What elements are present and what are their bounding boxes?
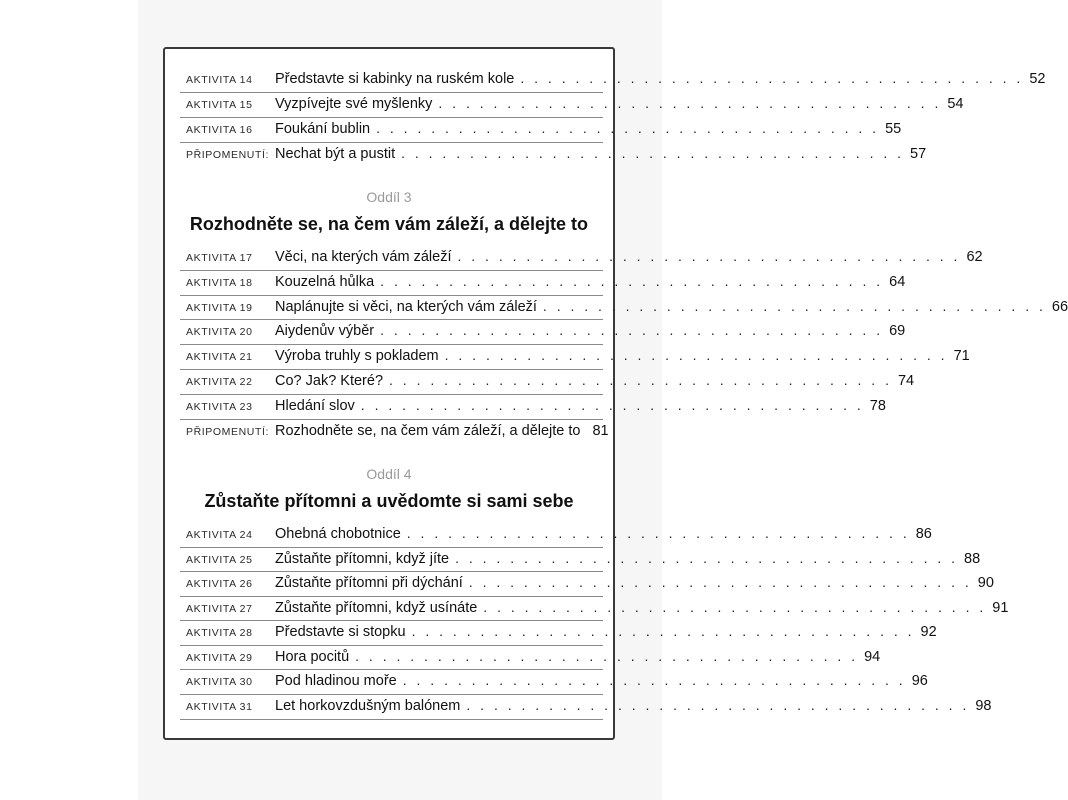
section-title: Rozhodněte se, na čem vám záleží, a dělejte to [189,214,589,234]
row-divider [180,719,603,720]
toc-entry [186,70,1046,92]
row-divider [180,571,603,572]
entry-title: Naplánujte si věci, na kterých vám záleží [275,299,537,315]
dot-leader: . . . . . . . . . . . . . . . . . . . . . . . . . . . . . . . . . . . . . [411,623,915,639]
dot-leader: . . . . . . . . . . . . . . . . . . . . . . . . . . . . . . . . . . . . . [455,550,959,566]
entry-prefix: AKTIVITA 15 [186,99,253,111]
toc-entry [186,672,928,694]
entry-prefix: AKTIVITA 25 [186,554,253,566]
toc-entry [186,599,1009,621]
entry-prefix: AKTIVITA 23 [186,401,253,413]
toc-entry [186,298,1068,320]
row-divider [180,92,603,93]
entry-title: Rozhodněte se, na čem vám záleží, a dělejte to [275,423,581,439]
entry-page-number: 90 [977,575,994,591]
row-divider [180,344,603,345]
entry-prefix: AKTIVITA 19 [186,302,253,314]
entry-title: Pod hladinou moře [275,673,397,689]
row-divider [180,142,603,143]
dot-leader: . . . . . . . . . . . . . . . . . . . . . . . . . . . . . . . . . . . . . [380,273,884,289]
entry-page-number: 91 [992,600,1009,616]
toc-entry [186,648,881,670]
entry-title: Aiydenův výběr [275,323,375,339]
entry-title: Vyzpívejte své myšlenky [275,96,433,112]
toc-entry [186,372,915,394]
row-divider [180,394,603,395]
dot-leader: . . . . . . . . . . . . . . . . . . . . . . . . . . . . . . . . . . . . . [402,672,906,688]
dot-leader: . . . . . . . . . . . . . . . . . . . . . . . . . . . . . . . . . . . . . [360,397,864,413]
section-label: Oddíl 4 [366,466,412,482]
row-divider [180,270,603,271]
dot-leader: . . . . . . . . . . . . . . . . . . . . . . . . . . . . . . . . . . . . . [376,120,880,136]
entry-prefix: AKTIVITA 17 [186,252,253,264]
entry-prefix: AKTIVITA 27 [186,603,253,615]
toc-entry [186,422,609,444]
entry-prefix: AKTIVITA 22 [186,376,253,388]
entry-page-number: 74 [897,373,915,389]
dot-leader: . . . . . . . . . . . . . . . . . . . . . . . . . . . . . . . . . . . . . [483,599,987,615]
entry-prefix: AKTIVITA 26 [186,578,253,590]
entry-prefix: AKTIVITA 20 [186,326,253,338]
toc-entry [186,397,886,419]
entry-title: Představte si stopku [275,624,406,640]
dot-leader: . . . . . . . . . . . . . . . . . . . . . . . . . . . . . . . . . . . . . [520,70,1024,86]
row-divider [180,694,603,695]
dot-leader: . . . . . . . . . . . . . . . . . . . . . . . . . . . . . . . . . . . . . [542,298,1046,314]
dot-leader: . . . . . . . . . . . . . . . . . . . . . . . . . . . . . . . . . . . . . [468,574,972,590]
entry-prefix: AKTIVITA 29 [186,652,253,664]
row-divider [180,369,603,370]
row-divider [180,669,603,670]
toc-entry [186,525,932,547]
section-label: Oddíl 3 [366,189,412,205]
row-divider [180,319,603,320]
section-title: Zůstaňte přítomni a uvědomte si sami sebe [204,491,574,511]
entry-page-number: 98 [975,698,992,714]
entry-prefix: AKTIVITA 14 [186,74,253,86]
row-divider [180,645,603,646]
row-divider [180,547,603,548]
row-divider [180,419,603,420]
row-divider [180,295,603,296]
entry-prefix: AKTIVITA 31 [186,701,253,713]
toc-entry [186,145,927,167]
entry-page-number: 86 [915,526,932,542]
toc-entry [186,550,981,572]
entry-title: Nechat být a pustit [275,146,396,162]
dot-leader: . . . . . . . . . . . . . . . . . . . . . . . . . . . . . . . . . . . . . [380,322,884,338]
entry-title: Ohebná chobotnice [275,526,401,542]
toc-entry [186,623,937,645]
entry-page-number: 88 [964,551,981,567]
dot-leader: . . . . . . . . . . . . . . . . . . . . . . . . . . . . . . . . . . . . . [444,347,948,363]
entry-title: Zůstaňte přítomni, když jíte [275,551,450,567]
entry-title: Hledání slov [275,398,355,414]
entry-page-number: 94 [864,649,881,665]
entry-page-number: 55 [885,121,902,137]
toc-entry [186,95,964,117]
entry-page-number: 78 [869,398,886,414]
dot-leader: . . . . . . . . . . . . . . . . . . . . . . . . . . . . . . . . . . . . . [466,697,970,713]
entry-title: Představte si kabinky na ruském kole [275,71,515,87]
toc-entry [186,120,902,142]
entry-page-number: 69 [889,323,906,339]
entry-page-number: 57 [910,146,927,162]
entry-prefix: PŘIPOMENUTÍ: [186,149,270,161]
entry-prefix: AKTIVITA 18 [186,277,253,289]
entry-title: Věci, na kterých vám záleží [275,249,452,265]
entry-title: Výroba truhly s pokladem [275,348,439,364]
entry-page-number: 54 [947,96,964,112]
entry-title: Hora pocitů [275,649,350,665]
entry-page-number: 81 [592,423,609,439]
entry-title: Kouzelná hůlka [275,274,375,290]
entry-title: Zůstaňte přítomni, když usínáte [275,600,478,616]
toc-entry [186,248,983,270]
entry-title: Let horkovzdušným balónem [275,698,461,714]
dot-leader: . . . . . . . . . . . . . . . . . . . . . . . . . . . . . . . . . . . . . [438,95,942,111]
toc-entry [186,574,994,596]
dot-leader: . . . . . . . . . . . . . . . . . . . . . . . . . . . . . . . . . . . . . [457,248,961,264]
entry-page-number: 96 [911,673,928,689]
entry-page-number: 66 [1051,299,1068,315]
entry-prefix: AKTIVITA 28 [186,627,253,639]
entry-prefix: AKTIVITA 16 [186,124,253,136]
toc-entry [186,347,970,369]
dot-leader: . . . . . . . . . . . . . . . . . . . . . . . . . . . . . . . . . . . . . [389,372,892,388]
entry-prefix: AKTIVITA 24 [186,529,253,541]
row-divider [180,596,603,597]
entry-page-number: 64 [889,274,906,290]
toc-entry [186,697,992,719]
entry-title: Co? Jak? Které? [275,373,384,389]
entry-title: Zůstaňte přítomni při dýchání [275,575,463,591]
entry-page-number: 62 [966,249,983,265]
toc-entry [186,273,906,295]
entry-page-number: 92 [920,624,937,640]
entry-prefix: AKTIVITA 21 [186,351,253,363]
entry-title: Foukání bublin [275,121,371,137]
entry-page-number: 52 [1029,71,1046,87]
dot-leader: . . . . . . . . . . . . . . . . . . . . . . . . . . . . . . . . . . . . . [355,648,859,664]
entry-page-number: 71 [953,348,970,364]
dot-leader: . . . . . . . . . . . . . . . . . . . . . . . . . . . . . . . . . . . . . [401,145,905,161]
toc-entry [186,322,906,344]
entry-prefix: PŘIPOMENUTÍ: [186,426,270,438]
row-divider [180,620,603,621]
row-divider [180,117,603,118]
dot-leader: . . . . . . . . . . . . . . . . . . . . . . . . . . . . . . . . . . . . . [406,525,910,541]
entry-prefix: AKTIVITA 30 [186,676,253,688]
